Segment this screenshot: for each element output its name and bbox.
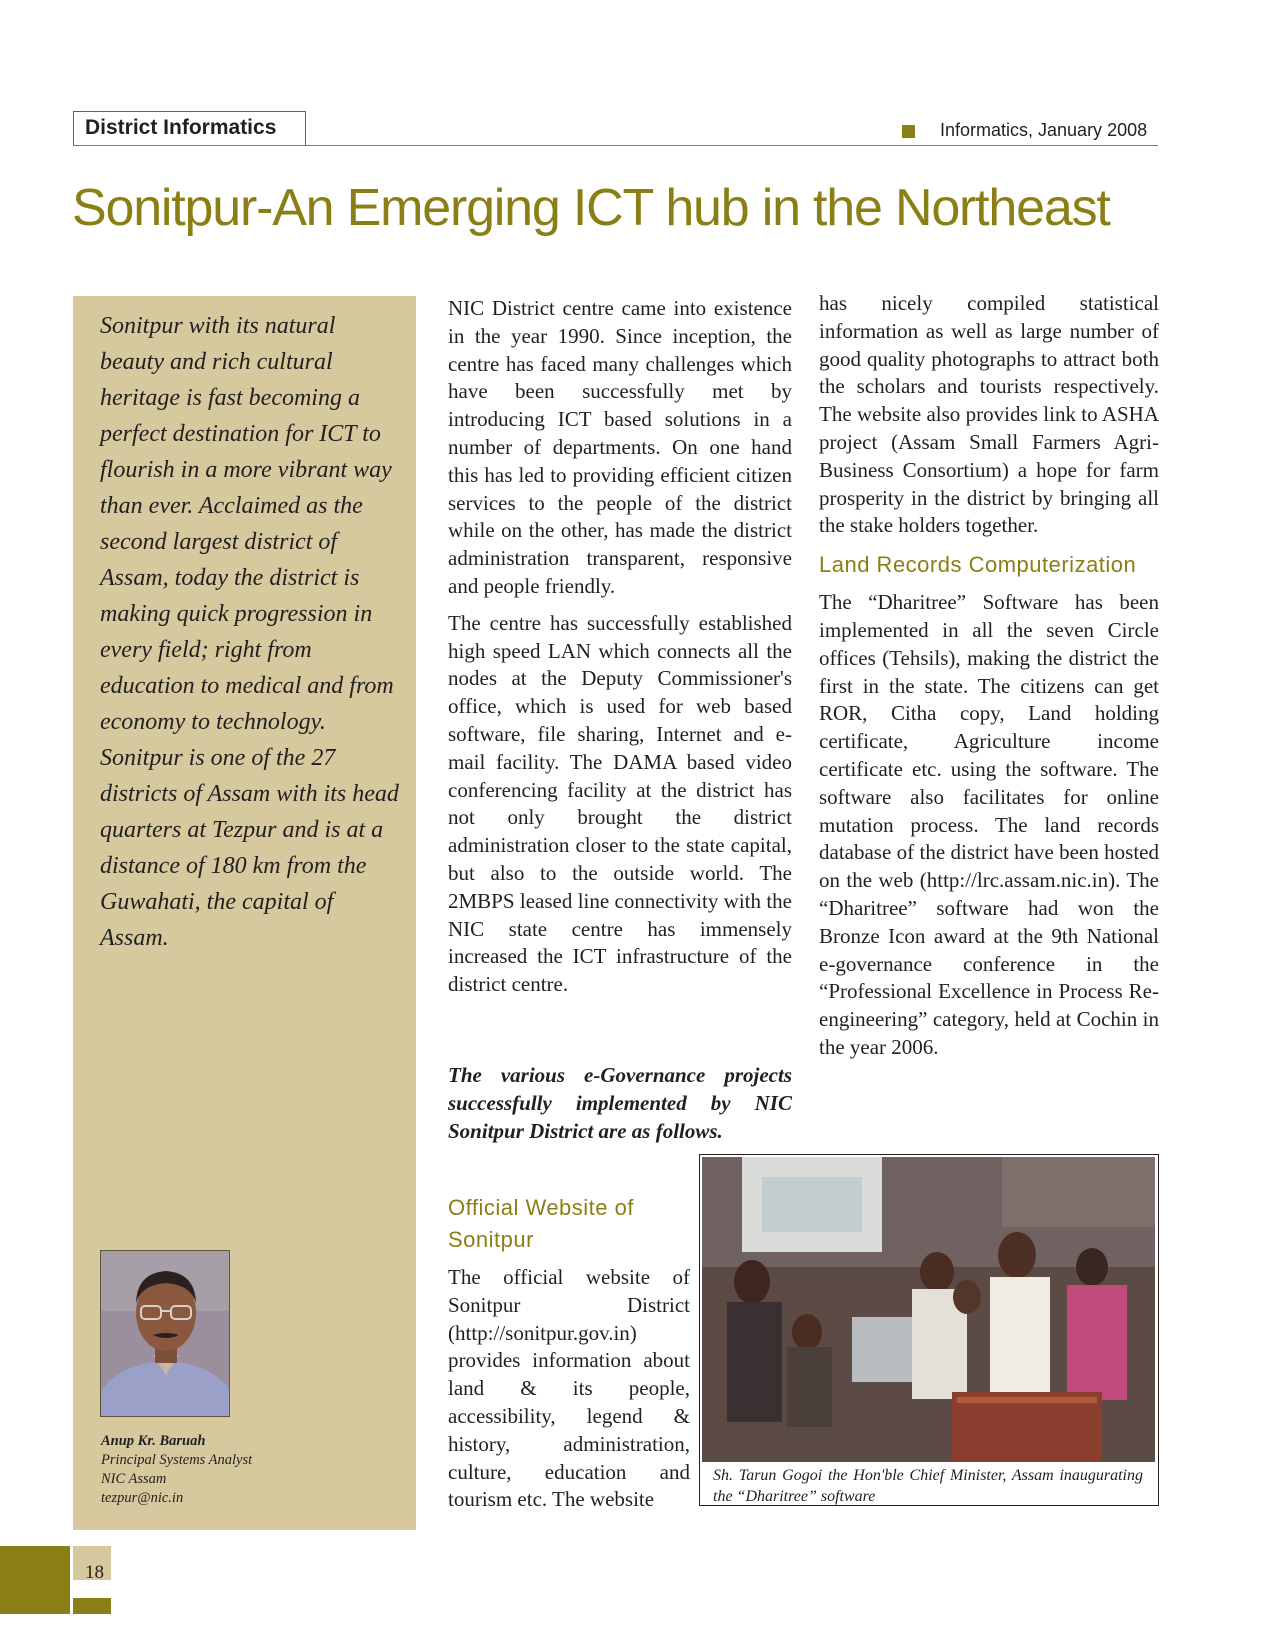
heading-land-records: Land Records Computerization bbox=[819, 552, 1137, 578]
article-column-1-lower bbox=[448, 1188, 690, 1523]
section-tag: District Informatics bbox=[73, 111, 306, 146]
article-paragraph: has nicely compiled statistical information as well as large number of good quality photographs to attract both the scholars and tourists respectively. The website also provides link to ASHA project (Assam Small Farmers Agri-Business Consortium) a hope for farm prosperity in the district by bringing all the stake holders together. bbox=[819, 291, 1159, 538]
inauguration-photo bbox=[702, 1157, 1155, 1462]
article-paragraph: The “Dharitree” Software has been implemented in all the seven Circle offices (Tehsils), making the district the first in the state. The citizens can get ROR, Citha copy, Land holding certificate, Agriculture income certificate etc. using the software. The software also facilitates for online mutation process. The land records database of the district have been hosted on the web (http://lrc.assam.nic.in). The “Dharitree” software had won the Bronze Icon award at the 9th National e-governance conference in the “Professional Excellence in Process Re-engineering” category, held at Cochin in the year 2006. bbox=[819, 590, 1159, 1059]
article-paragraph: NIC District centre came into existence in the year 1990. Since inception, the centre has faced many challenges which have been successfully met by introducing ICT based solutions in a number of departments. On one hand this has led to providing efficient citizen services to the people of the district while on the other, has made the district administration transparent, responsive and people friendly. bbox=[448, 296, 792, 598]
square-bullet-icon bbox=[902, 125, 915, 138]
lead-statement: The various e-Governance projects successfully implemented by NIC Sonitpur District are as follows. bbox=[448, 1063, 792, 1143]
issue-label: Informatics, January 2008 bbox=[940, 120, 1148, 140]
article-paragraph: The centre has successfully established high speed LAN which connects all the nodes at the Deputy Commissioner's office, which is used for web based software, file sharing, Internet and e-mail facility. The DAMA based video conferencing facility at the district has not only brought the district administration closer to the state capital, but also to the outside world. The 2MBPS leased line connectivity with the NIC state centre has immensely increased the ICT infrastructure of the district centre. bbox=[448, 610, 792, 997]
heading-official-website: Official Website of Sonitpur bbox=[448, 1195, 634, 1252]
author-name: Anup Kr. Baruah bbox=[101, 1433, 206, 1449]
footer-accent-block bbox=[0, 1546, 70, 1614]
photo-caption: Sh. Tarun Gogoi the Hon'ble Chief Minister, Assam inaugurating the “Dharitree” software bbox=[713, 1467, 1143, 1505]
inauguration-scene-image bbox=[702, 1157, 1155, 1462]
footer-accent-strip bbox=[73, 1598, 111, 1614]
author-portrait-image bbox=[101, 1251, 230, 1417]
author-organization: NIC Assam bbox=[101, 1471, 167, 1487]
photo-figure bbox=[699, 1154, 1159, 1506]
page-number: 18 bbox=[85, 1562, 104, 1583]
author-photo bbox=[100, 1250, 230, 1417]
article-column-2 bbox=[819, 290, 1159, 1071]
article-paragraph: The official website of Sonitpur District (http://sonitpur.gov.in) provides information about land & its people, accessibility, legend & history, administration, culture, education and tourism etc. The website bbox=[448, 1265, 690, 1512]
page-title: Sonitpur-An Emerging ICT hub in the Northeast bbox=[72, 179, 1110, 237]
sidebar-summary: Sonitpur with its natural beauty and rich cultural heritage is fast becoming a perfect destination for ICT to flourish in a more vibrant way than ever. Acclaimed as the second largest district of Assam, today the district is making quick progression in every field; right from education to medical and from economy to technology. Sonitpur is one of the 27 districts of Assam with its head quarters at Tezpur and is at a distance of 180 km from the Guwahati, the capital of Assam. bbox=[100, 313, 399, 951]
article-column-1 bbox=[448, 295, 792, 1008]
article-lead-block bbox=[448, 1062, 792, 1154]
author-email: tezpur@nic.in bbox=[101, 1490, 184, 1506]
author-designation: Principal Systems Analyst bbox=[101, 1452, 253, 1468]
header-rule bbox=[73, 145, 1158, 146]
author-credit bbox=[101, 1432, 391, 1508]
